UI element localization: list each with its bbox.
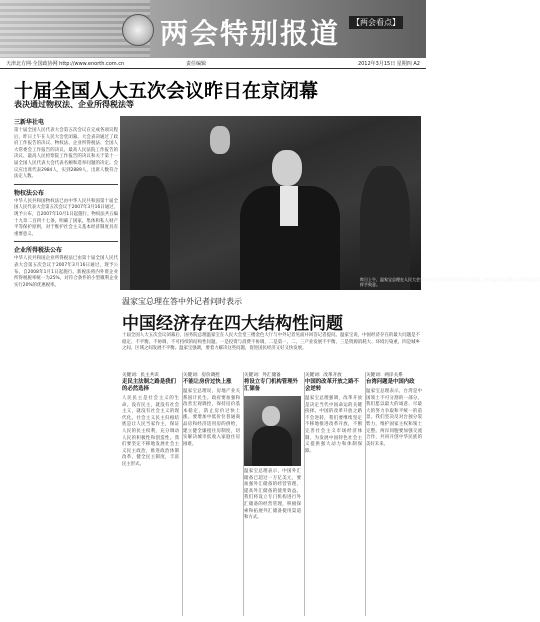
- left-section-title: 三新华社电: [14, 119, 45, 126]
- column-text: 温家宝总理强调，改革开放是决定当代中国命运的关键抉择。中国的改革开放之路不会逆转，我们要继续坚定不移地推进改革开放，不断完善社会主义市场经济体制，为发展中国特色社会主义提供强大动力和体制保障。: [305, 396, 362, 454]
- column-text: 人民民主是社会主义的生命。没有民主，就没有社会主义，就没有社会主义的现代化。社会主义民主归根结底是让人民当家作主，保证人民的民主权利，充分调动人民的积极性和创造性。我们要坚定不移地发展社会主义民主政治，推进政治体制改革，健全民主制度，丰富民主形式。: [122, 396, 179, 467]
- column-keyword: 关键词：外汇储备: [244, 373, 281, 378]
- info-bar-right: 2012年3月15日 星期四 A2: [357, 61, 420, 67]
- left-column: [14, 115, 118, 615]
- left-section-title: 企业所得税法公布: [14, 247, 63, 255]
- masthead-title: 两会特别报道: [160, 17, 341, 50]
- story-kicker: 温家宝总理在答中外记者问时表示: [122, 297, 242, 306]
- column-text: 温家宝总理表示，台湾是中国领土不可分割的一部分。我们愿以最大的诚意、尽最大的努力争取和平统一的前景。我们坚决反对台独分裂势力，维护国家主权和领土完整。两岸同胞要加强交流合作，共同开创中华民族的美好未来。: [366, 389, 422, 447]
- story-column: [305, 372, 362, 616]
- column-title: 中国的改革开放之路不会逆转: [305, 379, 359, 392]
- info-bar-left: 天津北方网·全国政协网 http://www.enorth.com.cn: [6, 61, 125, 67]
- main-photo: [120, 116, 540, 290]
- column-keyword: 关键词：两岸关系: [366, 373, 403, 378]
- photo-figure: [360, 166, 410, 290]
- column-title: 走民主法制之路是我们的必然选择: [122, 379, 176, 392]
- photo-shirt: [280, 186, 298, 226]
- masthead: [0, 0, 426, 58]
- column-title: 台湾问题是中国内政: [366, 379, 415, 385]
- story-title: 中国经济存在四大结构性问题: [122, 314, 343, 334]
- story-column: [366, 372, 422, 616]
- left-section-text: 中华人民共和国企业所得税法已由第十届全国人民代表大会第五次会议于2007年3月16日通过，现予公布，自2008年1月1日起施行。新税法将内外资企业所得税税率统一为25%，对符合条件的小型微利企业实行20%的优惠税率。: [14, 256, 118, 288]
- info-bar: [0, 59, 426, 69]
- page-subhead: 表决通过物权法、企业所得税法等: [14, 100, 134, 109]
- left-section-title: 物权法公布: [14, 189, 45, 197]
- column-title: 将设立专门机构管理外汇储备: [244, 379, 298, 392]
- story-column: [183, 372, 240, 616]
- divider: [14, 184, 118, 185]
- page-headline: 十届全国人大五次会议昨日在京闭幕: [14, 80, 319, 102]
- masthead-tag: 【两会看点】: [349, 16, 403, 29]
- photo-caption: 昨日上午，温家宝总理在人民大会堂与中外记者见面并回答记者提问。图为温家宝总理步入会场向记者挥手致意。: [360, 277, 540, 287]
- column-text: 温家宝总理说，房地产业关系国计民生。政府要加强和改善宏观调控，保持房价基本稳定，防止房价过快上涨。要增加中低价位普通商品房和经济适用房的供给，建立健全廉租住房制度，切实解决城市低收入家庭住房困难。: [183, 389, 240, 447]
- divider: [14, 241, 118, 242]
- story-lead: 十届全国人大五次会议闭幕后，国务院总理温家宝在人民大会堂三楼金色大厅与中外记者见面并回答记者提问。温家宝说，中国经济存在的最大问题是不稳定、不平衡、不协调、不可持续的结构性问题。一是投资与消费不协调，二是第一、二、三产业发展不平衡，三是资源消耗大、环境污染重，四是城乡之间、区域之间发展不平衡。温家宝强调，要着力解决这些问题，促进国民经济又好又快发展。: [122, 333, 420, 352]
- left-section-text: 中华人民共和国物权法已由中华人民共和国第十届全国人民代表大会第五次会议于2007年3月16日通过，现予公布，自2007年10月1日起施行。物权法共五编十九章二百四十七条，明确了国家、集体和私人财产平等保护原则，对于维护社会主义基本经济制度具有重要意义。: [14, 198, 118, 237]
- column-text: 温家宝总理表示，中国外汇储备已超过一万亿美元，要加强外汇储备的经营管理，提高外汇储备的使用效益。我们将设立专门机构进行外汇储备的经营管理，积极探索和拓展外汇储备使用渠道和方式。: [244, 469, 301, 521]
- column-keyword: 关键词：房价调控: [183, 373, 220, 378]
- photo-figure: [130, 176, 170, 290]
- photo-face: [262, 406, 280, 426]
- column-keyword: 关键词：改革开放: [305, 373, 342, 378]
- photo-figure: [252, 426, 292, 466]
- column-photo: [244, 396, 301, 466]
- info-bar-center: 责任编辑: [186, 61, 207, 67]
- national-emblem-icon: [122, 14, 154, 46]
- photo-face: [272, 150, 302, 186]
- column-keyword: 关键词：民主共识: [122, 373, 159, 378]
- story-columns: [122, 372, 422, 616]
- column-title: 不能让房价过快上涨: [183, 379, 232, 385]
- story-column: [122, 372, 179, 616]
- story-column: [244, 372, 301, 616]
- left-section-text: 第十届全国人民代表大会第五次会议在完成各项议程后，昨日上午在人民大会堂闭幕。大会表决通过了政府工作报告的决议、物权法、企业所得税法、全国人大常委会工作报告的决议、最高人民法院工作报告的决议、最高人民检察院工作报告的决议和关于第十一届全国人民代表大会代表名额和选举问题的决定。会议应出席代表2984人，实到2889人，出席人数符合法定人数。: [14, 128, 118, 180]
- photo-waving-hand: [210, 126, 230, 154]
